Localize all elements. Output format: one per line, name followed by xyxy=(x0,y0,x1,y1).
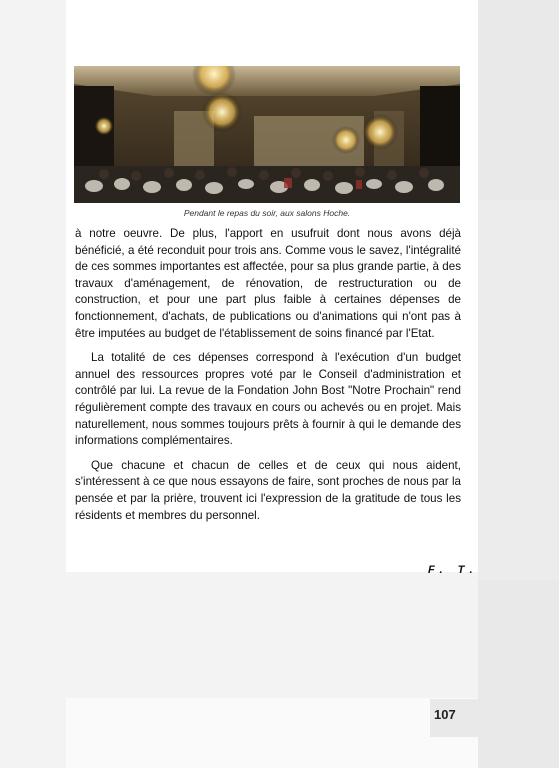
page-number: 107 xyxy=(434,707,456,722)
footer-area xyxy=(66,698,478,768)
photo-caption: Pendant le repas du soir, aux salons Hoche. xyxy=(183,208,351,218)
paragraph-3: Que chacune et chacun de celles et de ceux qui nous aident, s'intéressent à ce que nous essayons de faire, sont proches de nous par la pensée et par la prière, trouvent ici l'expression de la gratitude de tous les résidents et membres du personnel. xyxy=(75,458,461,522)
banquet-photo xyxy=(74,66,460,203)
banquet-hall-image xyxy=(74,66,460,203)
bleed-area xyxy=(478,200,559,580)
paragraph-1: à notre oeuvre. De plus, l'apport en usufruit dont nous avons déjà bénéficié, a été reconduit pour trois ans. Comme vous le savez, l'intégralité de ces sommes importantes est affectée, pour sa plus grande partie, à des travaux d'aménagement, de rénovation, de restructuration ou de construction, et pour une part plus faible à certaines dépenses de fonctionnement, d'achats, de publications ou d'animations qui n'ont pas à être imputées au budget de l'établissement de soins financé par l'Etat. xyxy=(75,227,461,340)
signature-initials: F. T. xyxy=(428,564,479,576)
article-body xyxy=(75,226,461,532)
paragraph-2: La totalité de ces dépenses correspond à l'exécution d'un budget annuel des ressources propres voté par le Conseil d'administration et contrôlé par lui. La revue de la Fondation John Bost "Notre Prochain" rend régulièrement compte des travaux en cours ou achevés ou en projet. Mais naturellement, nous sommes toujours prêts à fournir à qui le demande des informations complémentaires. xyxy=(75,351,461,448)
